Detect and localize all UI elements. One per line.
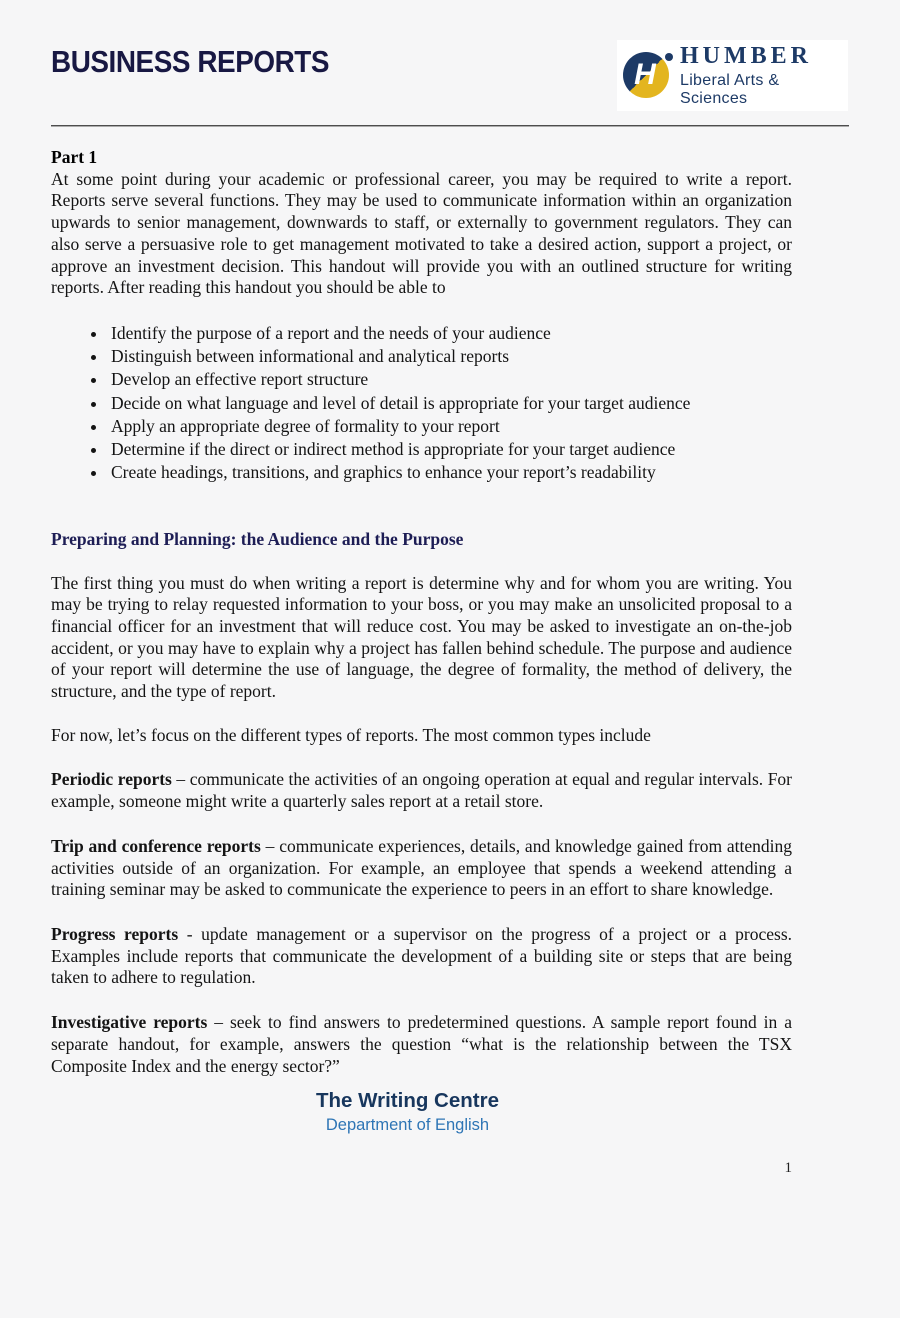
logo-circle-icon: [623, 52, 669, 98]
report-type-term: Progress reports: [51, 923, 179, 944]
report-type-term: Investigative reports: [51, 1012, 208, 1033]
logo-text: [680, 43, 848, 108]
list-item: • Develop an effective report structure: [108, 369, 792, 391]
humber-logo: [617, 40, 848, 111]
planning-section-heading: Preparing and Planning: the Audience and the Purpose: [51, 528, 464, 549]
document-body: [51, 127, 792, 1135]
footer-title: The Writing Centre: [316, 1089, 499, 1113]
report-type-periodic: [51, 769, 792, 812]
report-type-definition: – communicate the activities of an ongoing operation at equal and regular intervals. For example, someone might write a quarterly sales report at a retail store.: [51, 769, 793, 812]
list-item: • Distinguish between informational and analytical reports: [108, 346, 792, 368]
logo-monogram-letter: H: [634, 57, 656, 91]
list-item: • Identify the purpose of a report and the needs of your audience: [108, 323, 792, 345]
report-type-trip-conference: [51, 836, 792, 901]
planning-paragraph-1: The first thing you must do when writing a report is determine why and for whom you are writing. You may be trying to relay requested information to your boss, or you may make an unsolicited proposal to a financial officer for an investment that will reduce cost. You may be asked to investigate an on-the-job accident, or you may have to explain why a project has fallen behind schedule. The purpose and audience of your report will determine the use of language, the degree of formality, the method of delivery, the structure, and the type of report.: [51, 572, 792, 702]
report-type-investigative: [51, 1012, 792, 1077]
report-type-definition: – seek to find answers to predetermined questions. A sample report found in a separate handout, for example, answers the question “what is the relationship between the TSX Composite Index and the energy sector?”: [51, 1012, 793, 1076]
report-type-term: Trip and conference reports: [51, 835, 261, 856]
logo-dot-icon: [665, 53, 673, 61]
page-title: BUSINESS REPORTS: [51, 44, 330, 79]
report-type-term: Periodic reports: [51, 769, 172, 790]
list-item: • Apply an appropriate degree of formality to your report: [108, 416, 792, 438]
part1-heading: Part 1: [51, 147, 98, 167]
list-item: • Decide on what language and level of detail is appropriate for your target audience: [108, 393, 792, 415]
humber-logo-icon: [623, 52, 671, 100]
report-type-progress: [51, 924, 792, 989]
document-footer: [37, 1089, 778, 1135]
logo-name: HUMBER: [680, 42, 812, 69]
planning-paragraph-2: For now, let’s focus on the different types of reports. The most common types include: [51, 724, 651, 745]
report-type-definition: – communicate experiences, details, and knowledge gained from attending activities outside of an organization. For example, an employee that spends a weekend attending a training seminar may be asked to communicate the experience to peers in an effort to share knowledge.: [51, 835, 793, 900]
part1-intro-paragraph: At some point during your academic or professional career, you may be required to write a report. Reports serve several functions. They may be used to communicate information within an organization upwards to senior management, downwards to staff, or externally to government regulators. They can also serve a persuasive role to get management motivated to take a desired action, support a project, or approve an investment decision. This handout will provide you with an outlined structure for writing reports. After reading this handout you should be able to: [51, 168, 792, 298]
report-type-definition: - update management or a supervisor on the progress of a project or a process. Examples include reports that communicate the development of a building site or steps that are being taken to adhere to regulation.: [51, 923, 793, 988]
list-item: • Determine if the direct or indirect method is appropriate for your target audience: [108, 439, 792, 461]
page-number: 1: [784, 1160, 792, 1176]
footer-subtitle: Department of English: [325, 1115, 490, 1134]
objectives-list: [51, 323, 792, 484]
logo-subtitle: Liberal Arts & Sciences: [680, 72, 780, 108]
list-item: • Create headings, transitions, and graphics to enhance your report’s readability: [108, 462, 792, 484]
